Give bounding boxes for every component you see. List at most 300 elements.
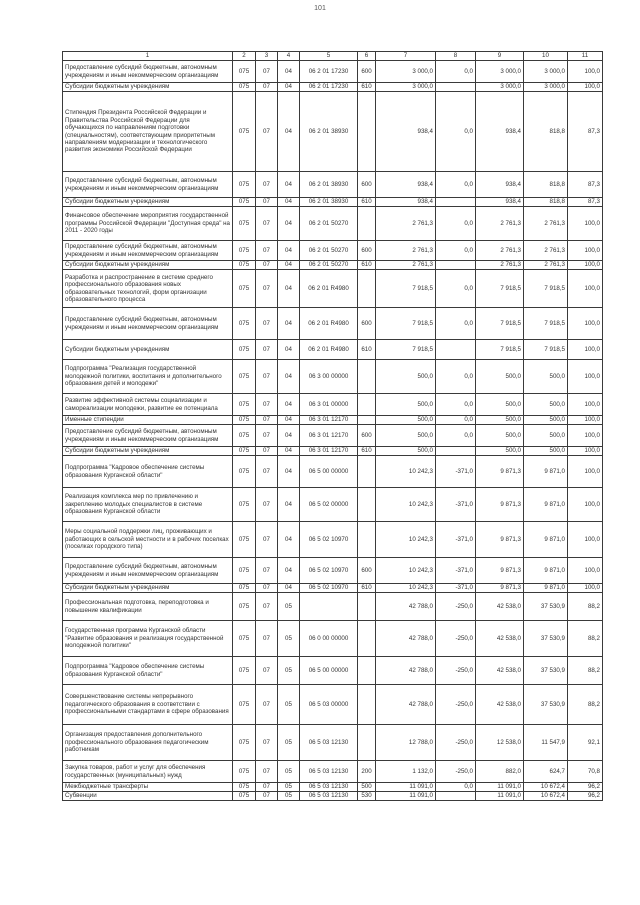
subsection-cell: 04 (278, 522, 300, 558)
column-header: 4 (278, 52, 300, 61)
change-cell: -250,0 (436, 725, 476, 761)
table-row (63, 558, 603, 584)
executed-cell: 818,8 (524, 92, 568, 172)
refined-cell: 11 091,0 (476, 783, 524, 792)
target-article-cell: 06 2 01 38930 (300, 92, 358, 172)
item-name-cell: Предоставление субсидий бюджетным, автономным учреждениям и иным некоммерческим организациям (63, 558, 233, 584)
expense-type-cell (358, 207, 376, 241)
refined-cell: 938,4 (476, 92, 524, 172)
table-row (63, 584, 603, 593)
expense-type-cell (358, 416, 376, 425)
ministry-code-cell: 075 (233, 172, 256, 198)
section-cell: 07 (256, 261, 278, 270)
change-cell: 0,0 (436, 416, 476, 425)
expense-type-cell: 610 (358, 198, 376, 207)
section-cell: 07 (256, 270, 278, 308)
percent-cell: 100,0 (568, 416, 603, 425)
ministry-code-cell: 075 (233, 792, 256, 801)
executed-cell: 10 672,4 (524, 792, 568, 801)
item-name-cell: Совершенствование системы непрерывного педагогического образования в соответствии с профессиональными стандартами в сфере образования (63, 685, 233, 725)
refined-cell: 2 761,3 (476, 261, 524, 270)
executed-cell: 3 000,0 (524, 61, 568, 83)
table-body (63, 61, 603, 801)
approved-cell: 10 242,3 (376, 522, 436, 558)
ministry-code-cell: 075 (233, 657, 256, 685)
target-article-cell: 06 2 01 38930 (300, 198, 358, 207)
expense-type-cell (358, 360, 376, 394)
ministry-code-cell: 075 (233, 61, 256, 83)
ministry-code-cell: 075 (233, 456, 256, 488)
table-row (63, 425, 603, 447)
executed-cell: 9 871,0 (524, 558, 568, 584)
ministry-code-cell: 075 (233, 725, 256, 761)
expense-type-cell: 610 (358, 340, 376, 360)
change-cell: -250,0 (436, 593, 476, 621)
percent-cell: 100,0 (568, 447, 603, 456)
table-row (63, 685, 603, 725)
table-row (63, 61, 603, 83)
expense-type-cell (358, 593, 376, 621)
column-header: 11 (568, 52, 603, 61)
refined-cell: 500,0 (476, 394, 524, 416)
column-header: 3 (256, 52, 278, 61)
approved-cell: 500,0 (376, 394, 436, 416)
section-cell: 07 (256, 447, 278, 456)
item-name-cell: Предоставление субсидий бюджетным, автономным учреждениям и иным некоммерческим организациям (63, 241, 233, 261)
change-cell (436, 83, 476, 92)
section-cell: 07 (256, 488, 278, 522)
section-cell: 07 (256, 593, 278, 621)
approved-cell: 7 918,5 (376, 308, 436, 340)
expense-type-cell: 610 (358, 447, 376, 456)
section-cell: 07 (256, 761, 278, 783)
expense-type-cell (358, 725, 376, 761)
approved-cell: 42 788,0 (376, 621, 436, 657)
target-article-cell: 06 5 02 10970 (300, 522, 358, 558)
percent-cell: 88,2 (568, 593, 603, 621)
approved-cell: 10 242,3 (376, 488, 436, 522)
approved-cell: 11 091,0 (376, 792, 436, 801)
approved-cell: 10 242,3 (376, 558, 436, 584)
section-cell: 07 (256, 425, 278, 447)
target-article-cell: 06 5 02 10970 (300, 558, 358, 584)
section-cell: 07 (256, 61, 278, 83)
expense-type-cell: 530 (358, 792, 376, 801)
percent-cell: 100,0 (568, 425, 603, 447)
approved-cell: 7 918,5 (376, 270, 436, 308)
ministry-code-cell: 075 (233, 593, 256, 621)
change-cell: -371,0 (436, 456, 476, 488)
column-header: 5 (300, 52, 358, 61)
table-row (63, 198, 603, 207)
ministry-code-cell: 075 (233, 488, 256, 522)
change-cell: 0,0 (436, 783, 476, 792)
subsection-cell: 04 (278, 456, 300, 488)
executed-cell: 2 761,3 (524, 207, 568, 241)
change-cell: 0,0 (436, 308, 476, 340)
table-header (63, 52, 603, 61)
executed-cell: 9 871,0 (524, 456, 568, 488)
executed-cell: 2 761,3 (524, 241, 568, 261)
target-article-cell: 06 5 03 12130 (300, 792, 358, 801)
approved-cell: 3 000,0 (376, 61, 436, 83)
subsection-cell: 05 (278, 792, 300, 801)
expense-type-cell (358, 522, 376, 558)
percent-cell: 100,0 (568, 584, 603, 593)
table-row (63, 83, 603, 92)
section-cell: 07 (256, 92, 278, 172)
percent-cell: 96,2 (568, 792, 603, 801)
target-article-cell: 06 2 01 50270 (300, 261, 358, 270)
column-header: 1 (63, 52, 233, 61)
expense-type-cell: 200 (358, 761, 376, 783)
executed-cell: 500,0 (524, 394, 568, 416)
table-row (63, 340, 603, 360)
expense-type-cell (358, 657, 376, 685)
target-article-cell: 06 3 01 00000 (300, 394, 358, 416)
refined-cell: 42 538,0 (476, 685, 524, 725)
change-cell: 0,0 (436, 61, 476, 83)
ministry-code-cell: 075 (233, 261, 256, 270)
approved-cell: 938,4 (376, 198, 436, 207)
item-name-cell: Субсидии бюджетным учреждениям (63, 584, 233, 593)
change-cell: -250,0 (436, 657, 476, 685)
expense-type-cell: 500 (358, 783, 376, 792)
item-name-cell: Подпрограмма "Реализация государственной молодежной политики, воспитания и дополнительного образования детей и молодежи" (63, 360, 233, 394)
table-row (63, 207, 603, 241)
table-row (63, 270, 603, 308)
refined-cell: 3 000,0 (476, 61, 524, 83)
section-cell: 07 (256, 360, 278, 394)
expense-type-cell (358, 394, 376, 416)
section-cell: 07 (256, 416, 278, 425)
refined-cell: 500,0 (476, 447, 524, 456)
ministry-code-cell: 075 (233, 584, 256, 593)
percent-cell: 88,2 (568, 685, 603, 725)
item-name-cell: Субсидии бюджетным учреждениям (63, 340, 233, 360)
table-row (63, 416, 603, 425)
executed-cell: 500,0 (524, 447, 568, 456)
item-name-cell: Государственная программа Курганской области "Развитие образования и реализация государственной молодежной политики" (63, 621, 233, 657)
subsection-cell: 05 (278, 783, 300, 792)
change-cell: -250,0 (436, 685, 476, 725)
subsection-cell: 04 (278, 558, 300, 584)
percent-cell: 87,3 (568, 172, 603, 198)
change-cell: -250,0 (436, 761, 476, 783)
percent-cell: 87,3 (568, 92, 603, 172)
header-row (63, 52, 603, 61)
section-cell: 07 (256, 172, 278, 198)
refined-cell: 42 538,0 (476, 657, 524, 685)
target-article-cell: 06 2 01 50270 (300, 241, 358, 261)
percent-cell: 100,0 (568, 308, 603, 340)
section-cell: 07 (256, 456, 278, 488)
subsection-cell: 05 (278, 685, 300, 725)
item-name-cell: Финансовое обеспечение мероприятия государственной программы Российской Федерации "Доступная среда" на 2011 - 2020 годы (63, 207, 233, 241)
approved-cell: 2 761,3 (376, 207, 436, 241)
ministry-code-cell: 075 (233, 340, 256, 360)
change-cell (436, 792, 476, 801)
subsection-cell: 04 (278, 360, 300, 394)
change-cell: 0,0 (436, 207, 476, 241)
subsection-cell: 05 (278, 725, 300, 761)
refined-cell: 42 538,0 (476, 621, 524, 657)
table-row (63, 456, 603, 488)
refined-cell: 500,0 (476, 425, 524, 447)
refined-cell: 500,0 (476, 360, 524, 394)
change-cell: -371,0 (436, 558, 476, 584)
subsection-cell: 05 (278, 593, 300, 621)
section-cell: 07 (256, 783, 278, 792)
ministry-code-cell: 075 (233, 621, 256, 657)
item-name-cell: Закупка товаров, работ и услуг для обеспечения государственных (муниципальных) нужд (63, 761, 233, 783)
subsection-cell: 04 (278, 207, 300, 241)
expense-type-cell: 610 (358, 261, 376, 270)
percent-cell: 100,0 (568, 61, 603, 83)
expense-type-cell (358, 92, 376, 172)
ministry-code-cell: 075 (233, 83, 256, 92)
column-header: 2 (233, 52, 256, 61)
table-row (63, 92, 603, 172)
target-article-cell: 06 3 00 00000 (300, 360, 358, 394)
target-article-cell: 06 2 01 R4980 (300, 308, 358, 340)
expense-type-cell: 600 (358, 558, 376, 584)
refined-cell: 9 871,3 (476, 558, 524, 584)
subsection-cell: 04 (278, 447, 300, 456)
executed-cell: 37 530,9 (524, 593, 568, 621)
percent-cell: 70,8 (568, 761, 603, 783)
refined-cell: 12 538,0 (476, 725, 524, 761)
target-article-cell: 06 2 01 R4980 (300, 340, 358, 360)
approved-cell: 7 918,5 (376, 340, 436, 360)
item-name-cell: Подпрограмма "Кадровое обеспечение системы образования Курганской области" (63, 456, 233, 488)
percent-cell: 88,2 (568, 657, 603, 685)
change-cell (436, 261, 476, 270)
change-cell: 0,0 (436, 394, 476, 416)
table-row (63, 360, 603, 394)
refined-cell: 7 918,5 (476, 340, 524, 360)
percent-cell: 100,0 (568, 207, 603, 241)
table-row (63, 447, 603, 456)
table-row (63, 792, 603, 801)
subsection-cell: 04 (278, 584, 300, 593)
percent-cell: 100,0 (568, 340, 603, 360)
item-name-cell: Развитие эффективной системы социализации и самореализации молодежи, развитие ее потенциала (63, 394, 233, 416)
ministry-code-cell: 075 (233, 425, 256, 447)
refined-cell: 2 761,3 (476, 241, 524, 261)
section-cell: 07 (256, 198, 278, 207)
expense-type-cell: 600 (358, 241, 376, 261)
target-article-cell (300, 593, 358, 621)
approved-cell: 11 091,0 (376, 783, 436, 792)
refined-cell: 882,0 (476, 761, 524, 783)
executed-cell: 37 530,9 (524, 685, 568, 725)
approved-cell: 1 132,0 (376, 761, 436, 783)
item-name-cell: Субвенции (63, 792, 233, 801)
subsection-cell: 04 (278, 308, 300, 340)
change-cell: -371,0 (436, 584, 476, 593)
subsection-cell: 04 (278, 241, 300, 261)
subsection-cell: 04 (278, 92, 300, 172)
refined-cell: 9 871,3 (476, 584, 524, 593)
target-article-cell: 06 2 01 R4980 (300, 270, 358, 308)
target-article-cell: 06 2 01 17230 (300, 83, 358, 92)
table-row (63, 522, 603, 558)
subsection-cell: 05 (278, 761, 300, 783)
budget-table (62, 51, 603, 801)
item-name-cell: Именные стипендии (63, 416, 233, 425)
section-cell: 07 (256, 83, 278, 92)
executed-cell: 37 530,9 (524, 657, 568, 685)
target-article-cell: 06 3 01 12170 (300, 416, 358, 425)
change-cell: 0,0 (436, 172, 476, 198)
column-header: 10 (524, 52, 568, 61)
executed-cell: 7 918,5 (524, 270, 568, 308)
refined-cell: 9 871,3 (476, 456, 524, 488)
executed-cell: 9 871,0 (524, 488, 568, 522)
item-name-cell: Стипендия Президента Российской Федерации и Правительства Российской Федерации для обучающихся по направлениям подготовки (специальностям), соответствующим приоритетным направлениям модернизации и технологического развития экономики Российской Федерации (63, 92, 233, 172)
expense-type-cell: 610 (358, 83, 376, 92)
refined-cell: 9 871,3 (476, 488, 524, 522)
column-header: 7 (376, 52, 436, 61)
table-row (63, 261, 603, 270)
expense-type-cell: 600 (358, 172, 376, 198)
approved-cell: 938,4 (376, 92, 436, 172)
section-cell: 07 (256, 308, 278, 340)
refined-cell: 2 761,3 (476, 207, 524, 241)
percent-cell: 100,0 (568, 270, 603, 308)
ministry-code-cell: 075 (233, 270, 256, 308)
column-header: 9 (476, 52, 524, 61)
section-cell: 07 (256, 621, 278, 657)
table-row (63, 725, 603, 761)
change-cell: 0,0 (436, 270, 476, 308)
expense-type-cell: 600 (358, 308, 376, 340)
subsection-cell: 04 (278, 416, 300, 425)
change-cell (436, 198, 476, 207)
percent-cell: 100,0 (568, 261, 603, 270)
subsection-cell: 04 (278, 425, 300, 447)
item-name-cell: Предоставление субсидий бюджетным, автономным учреждениям и иным некоммерческим организациям (63, 172, 233, 198)
table-row (63, 593, 603, 621)
item-name-cell: Профессиональная подготовка, переподготовка и повышение квалификации (63, 593, 233, 621)
executed-cell: 11 547,9 (524, 725, 568, 761)
ministry-code-cell: 075 (233, 685, 256, 725)
percent-cell: 100,0 (568, 522, 603, 558)
executed-cell: 2 761,3 (524, 261, 568, 270)
refined-cell: 938,4 (476, 198, 524, 207)
target-article-cell: 06 5 02 00000 (300, 488, 358, 522)
change-cell: -371,0 (436, 488, 476, 522)
refined-cell: 3 000,0 (476, 83, 524, 92)
table-row (63, 488, 603, 522)
subsection-cell: 04 (278, 270, 300, 308)
subsection-cell: 04 (278, 340, 300, 360)
change-cell: 0,0 (436, 360, 476, 394)
item-name-cell: Организация предоставления дополнительного профессионального образования педагогическим работникам (63, 725, 233, 761)
refined-cell: 11 091,0 (476, 792, 524, 801)
refined-cell: 500,0 (476, 416, 524, 425)
subsection-cell: 05 (278, 621, 300, 657)
refined-cell: 938,4 (476, 172, 524, 198)
target-article-cell: 06 5 03 12130 (300, 725, 358, 761)
refined-cell: 9 871,3 (476, 522, 524, 558)
section-cell: 07 (256, 522, 278, 558)
table-row (63, 241, 603, 261)
approved-cell: 500,0 (376, 425, 436, 447)
expense-type-cell: 600 (358, 425, 376, 447)
section-cell: 07 (256, 792, 278, 801)
percent-cell: 87,3 (568, 198, 603, 207)
change-cell (436, 340, 476, 360)
target-article-cell: 06 0 00 00000 (300, 621, 358, 657)
section-cell: 07 (256, 685, 278, 725)
table-row (63, 308, 603, 340)
percent-cell: 100,0 (568, 83, 603, 92)
subsection-cell: 04 (278, 172, 300, 198)
ministry-code-cell: 075 (233, 394, 256, 416)
percent-cell: 100,0 (568, 360, 603, 394)
section-cell: 07 (256, 340, 278, 360)
approved-cell: 500,0 (376, 360, 436, 394)
approved-cell: 2 761,3 (376, 261, 436, 270)
section-cell: 07 (256, 584, 278, 593)
executed-cell: 9 871,0 (524, 522, 568, 558)
ministry-code-cell: 075 (233, 522, 256, 558)
executed-cell: 7 918,5 (524, 308, 568, 340)
table-row (63, 172, 603, 198)
item-name-cell: Разработка и распространение в системе среднего профессионального образования новых образовательных технологий, форм организации образовательного процесса (63, 270, 233, 308)
subsection-cell: 04 (278, 198, 300, 207)
target-article-cell: 06 5 02 10970 (300, 584, 358, 593)
executed-cell: 9 871,0 (524, 584, 568, 593)
refined-cell: 42 538,0 (476, 593, 524, 621)
executed-cell: 500,0 (524, 425, 568, 447)
executed-cell: 500,0 (524, 360, 568, 394)
percent-cell: 100,0 (568, 558, 603, 584)
section-cell: 07 (256, 657, 278, 685)
ministry-code-cell: 075 (233, 416, 256, 425)
change-cell: -250,0 (436, 621, 476, 657)
subsection-cell: 04 (278, 394, 300, 416)
target-article-cell: 06 2 01 17230 (300, 61, 358, 83)
approved-cell: 3 000,0 (376, 83, 436, 92)
percent-cell: 100,0 (568, 241, 603, 261)
target-article-cell: 06 5 00 00000 (300, 657, 358, 685)
subsection-cell: 04 (278, 488, 300, 522)
subsection-cell: 05 (278, 657, 300, 685)
ministry-code-cell: 075 (233, 241, 256, 261)
executed-cell: 818,8 (524, 172, 568, 198)
ministry-code-cell: 075 (233, 558, 256, 584)
approved-cell: 12 788,0 (376, 725, 436, 761)
expense-type-cell (358, 685, 376, 725)
table-row (63, 783, 603, 792)
executed-cell: 37 530,9 (524, 621, 568, 657)
table-row (63, 394, 603, 416)
section-cell: 07 (256, 394, 278, 416)
executed-cell: 3 000,0 (524, 83, 568, 92)
target-article-cell: 06 2 01 38930 (300, 172, 358, 198)
executed-cell: 500,0 (524, 416, 568, 425)
item-name-cell: Субсидии бюджетным учреждениям (63, 83, 233, 92)
subsection-cell: 04 (278, 261, 300, 270)
expense-type-cell (358, 270, 376, 308)
approved-cell: 42 788,0 (376, 593, 436, 621)
section-cell: 07 (256, 725, 278, 761)
ministry-code-cell: 075 (233, 92, 256, 172)
percent-cell: 88,2 (568, 621, 603, 657)
